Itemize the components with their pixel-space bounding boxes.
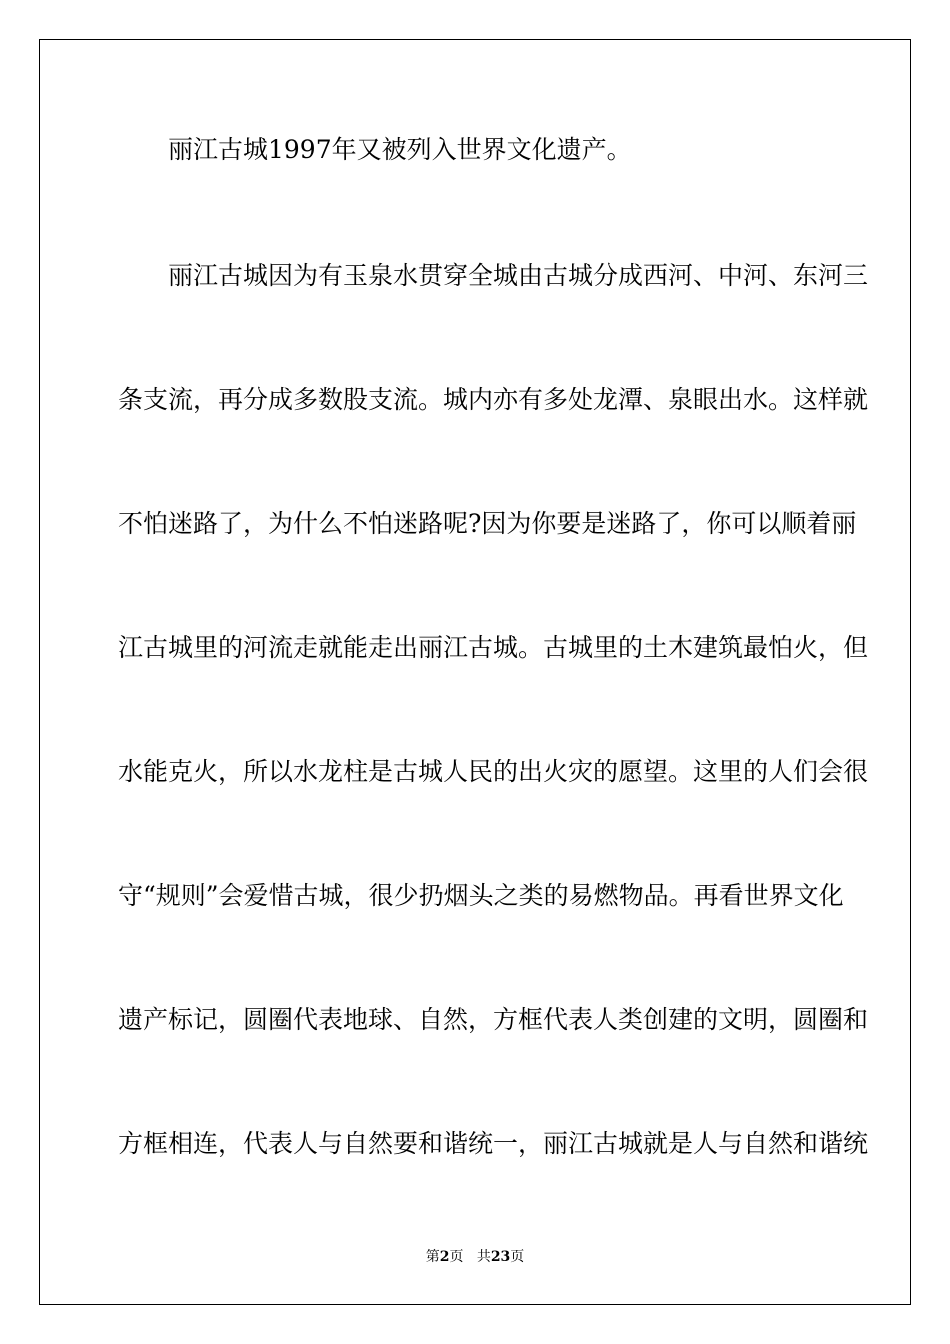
page-border [39, 39, 911, 1305]
footer-page-prefix: 第 [425, 1249, 440, 1265]
footer-page-number: 2 [439, 1249, 450, 1265]
page-footer [0, 1246, 950, 1266]
footer-total-prefix: 共 [476, 1249, 491, 1265]
paragraph-line-4: 不怕迷路了，为什么不怕迷路呢?因为你要是迷路了，你可以顺着丽 [118, 509, 857, 538]
paragraph-line-7: 守“规则”会爱惜古城，很少扔烟头之类的易燃物品。再看世界文化 [118, 881, 844, 910]
paragraph-line-2: 丽江古城因为有玉泉水贯穿全城由古城分成西河、中河、东河三 [168, 261, 869, 290]
paragraph-line-3: 条支流，再分成多数股支流。城内亦有多处龙潭、泉眼出水。这样就 [118, 385, 869, 414]
paragraph-line-5: 江古城里的河流走就能走出丽江古城。古城里的土木建筑最怕火，但 [118, 633, 869, 662]
footer-total-suffix: 页 [510, 1249, 525, 1265]
paragraph-line-8: 遗产标记，圆圈代表地球、自然，方框代表人类创建的文明，圆圈和 [118, 1005, 869, 1034]
paragraph-line-1: 丽江古城1997年又被列入世界文化遗产。 [168, 135, 632, 164]
footer-page-suffix: 页 [449, 1249, 464, 1265]
paragraph-line-9: 方框相连，代表人与自然要和谐统一，丽江古城就是人与自然和谐统 [118, 1129, 869, 1158]
footer-total-pages: 23 [490, 1249, 511, 1265]
paragraph-line-6: 水能克火，所以水龙柱是古城人民的出火灾的愿望。这里的人们会很 [118, 757, 869, 786]
